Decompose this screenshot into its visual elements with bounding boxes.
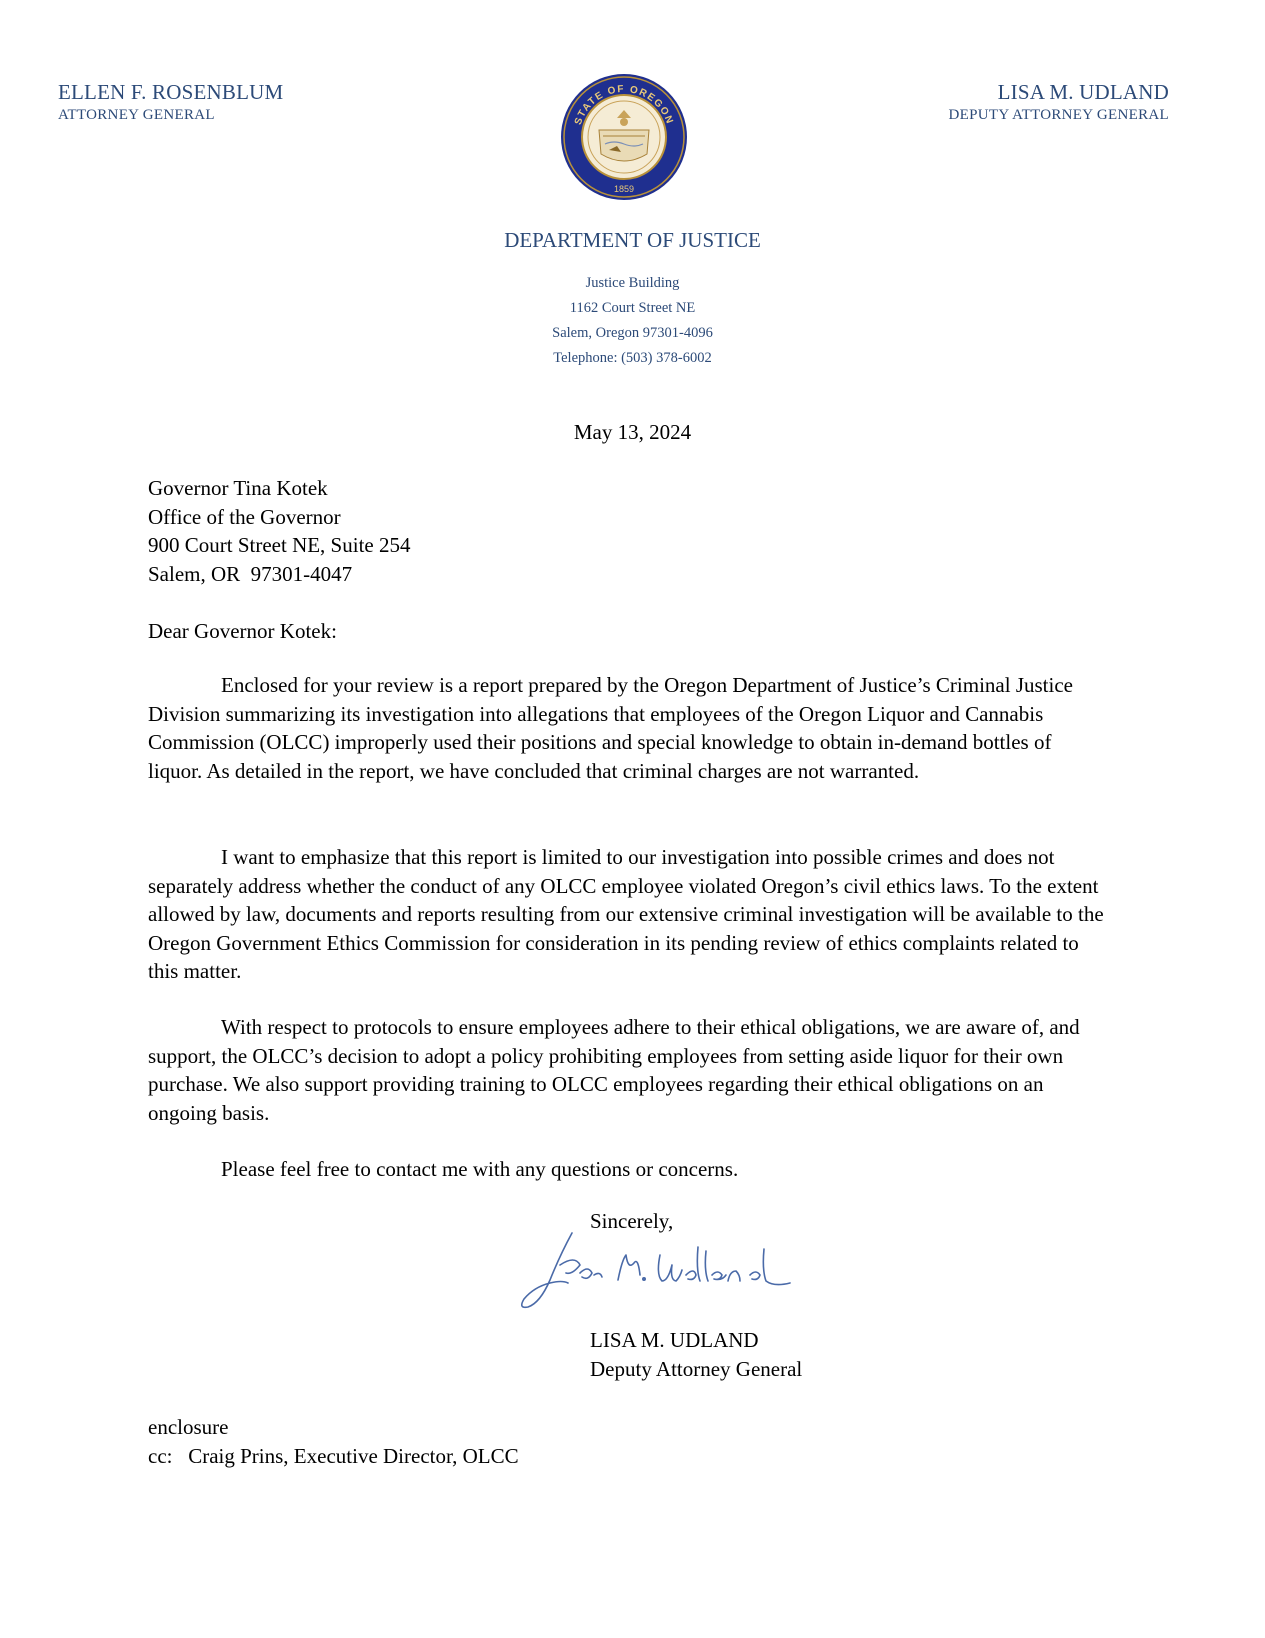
signature-text: Lisa M. Udland [510,1225,517,1226]
closing: Sincerely, [590,1209,674,1233]
paragraph: I want to emphasize that this report is limited to our investigation into possible crimes and does not separately address whether the conduct of any OLCC employee violated Oregon’s civil ethics laws. To the extent allowed by law, documents and reports resulting from our extensive criminal investigation will be available to the Oregon Government Ethics Commission for consideration in its pending review of ethics complaints related to this matter. [148,845,1104,983]
signer-block [590,1326,802,1383]
cc-line: cc: Craig Prins, Executive Director, OLCC [148,1443,519,1468]
department-address [0,271,1265,371]
recipient-line: Governor Tina Kotek [148,476,328,500]
attorney-general-name: ELLEN F. ROSENBLUM [58,80,284,104]
paragraph: Enclosed for your review is a report prepared by the Oregon Department of Justice’s Criminal Justice Division summarizing its investigation into allegations that employees of the Oregon Liquor and Cannabis Commission (OLCC) improperly used their positions and special knowledge to obtain in-demand bottles of liquor. As detailed in the report, we have concluded that criminal charges are not warranted. [148,673,1073,783]
deputy-attorney-general-name: LISA M. UDLAND [997,80,1169,104]
salutation: Dear Governor Kotek: [148,619,337,643]
telephone-line: Telephone: (503) 378-6002 [553,350,712,366]
seal-text: STATE OF OREGON [572,83,676,127]
deputy-attorney-general-title: DEPUTY ATTORNEY GENERAL [948,107,1169,123]
recipient-line: Office of the Governor [148,504,341,529]
paragraph: With respect to protocols to ensure employees adhere to their ethical obligations, we are aware of, and support, the OLCC’s decision to adopt a policy prohibiting employees from setting aside liquor for their own purchase. We also support providing training to OLCC employees regarding their ethical obligations on an ongoing basis. [148,1015,1080,1125]
address-line: Justice Building [585,275,680,291]
enclosure-note: enclosure [148,1415,229,1439]
department-name: DEPARTMENT OF JUSTICE [504,228,761,252]
address-line: 1162 Court Street NE [569,300,696,316]
address-line: Salem, Oregon 97301-4096 [552,325,713,341]
recipient-address [148,474,1108,588]
letter-date: May 13, 2024 [573,420,692,444]
paragraph: Please feel free to contact me with any questions or concerns. [221,1157,739,1181]
seal-year: 1859 [613,184,635,194]
handwritten-signature [510,1225,800,1320]
recipient-line: Salem, OR 97301-4047 [148,561,353,586]
signer-title: Deputy Attorney General [590,1356,803,1381]
attorney-general-title: ATTORNEY GENERAL [58,107,215,123]
enclosure-block [148,1413,519,1470]
oregon-state-seal [559,72,689,202]
signer-name: LISA M. UDLAND [590,1328,759,1352]
recipient-line: 900 Court Street NE, Suite 254 [148,533,411,557]
